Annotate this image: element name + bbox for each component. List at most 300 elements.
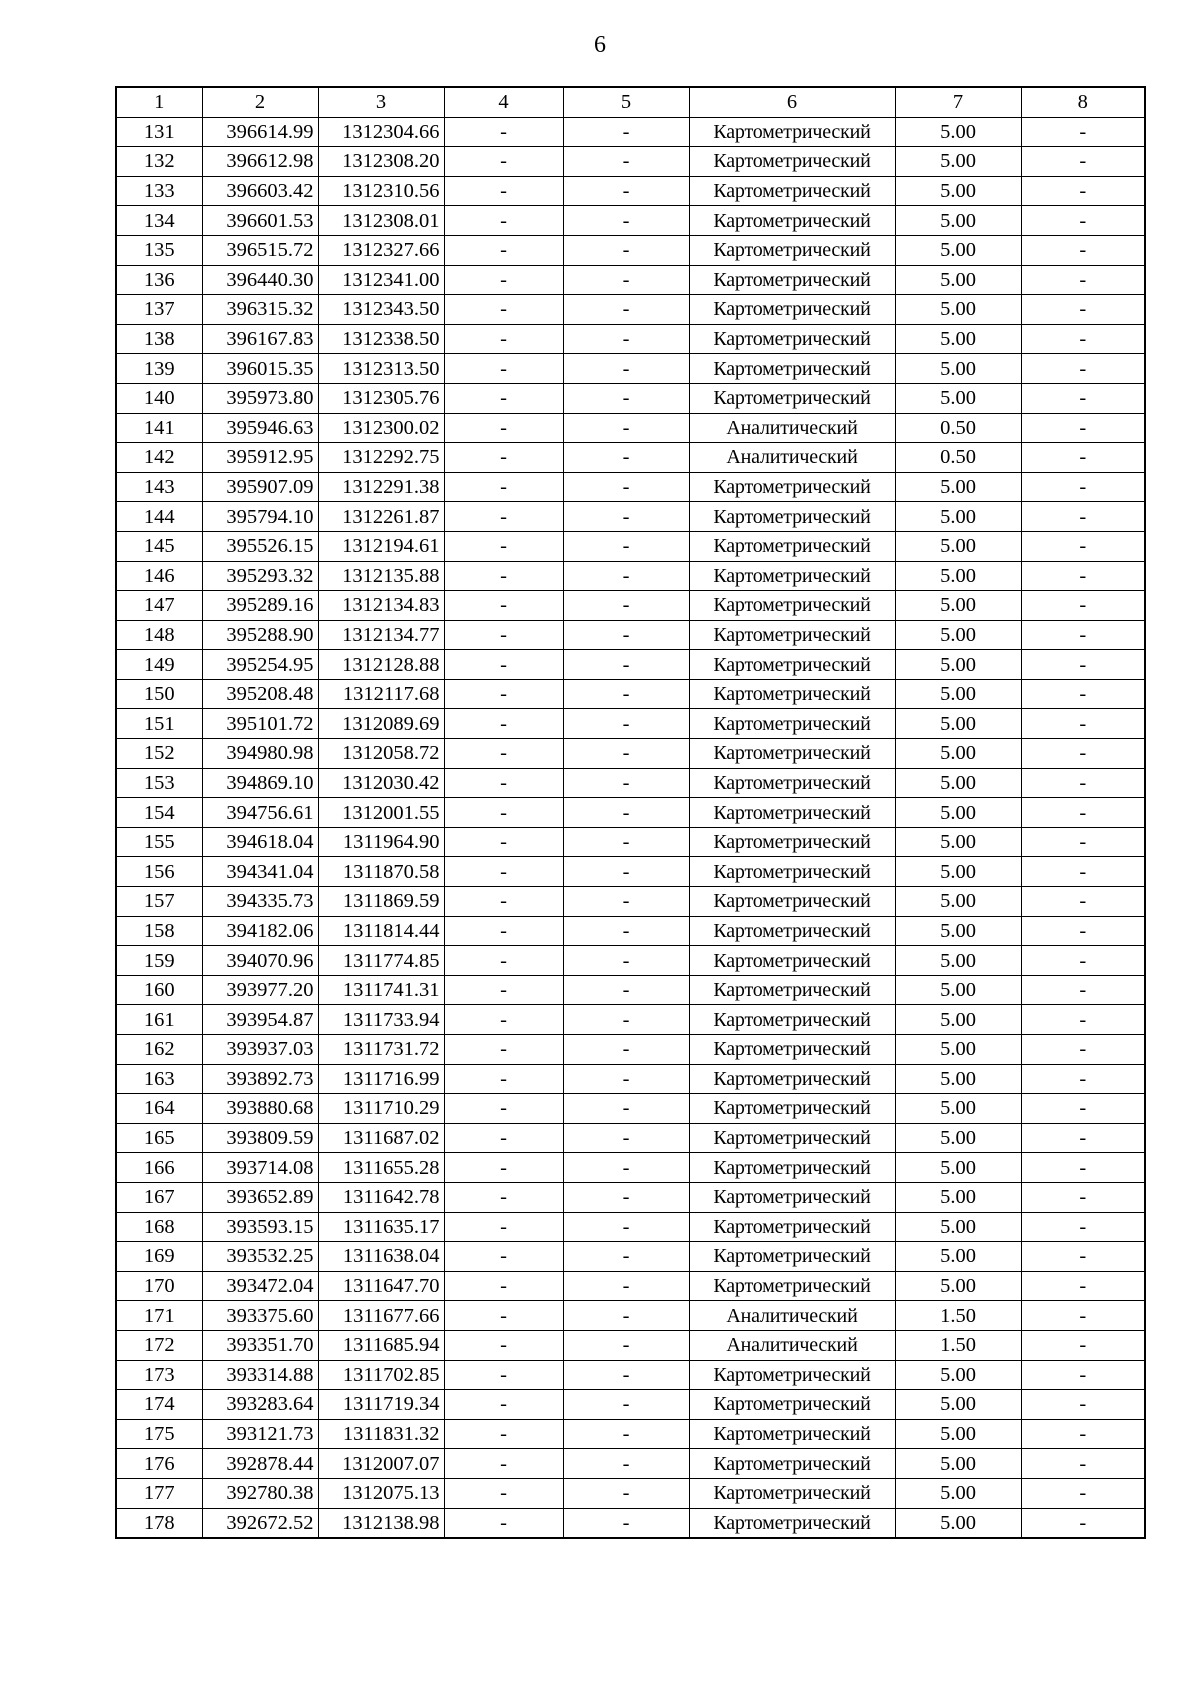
method-cell: Картометрический xyxy=(689,147,895,177)
accuracy-cell: 5.00 xyxy=(895,324,1021,354)
table-row xyxy=(116,324,1145,354)
accuracy-cell: 5.00 xyxy=(895,650,1021,680)
col-8-value-cell: - xyxy=(1021,1212,1145,1242)
col-5-value-cell: - xyxy=(563,1123,689,1153)
col-5-value-cell: - xyxy=(563,620,689,650)
col-5-value-cell: - xyxy=(563,1182,689,1212)
col-8-value-cell: - xyxy=(1021,1390,1145,1420)
accuracy-cell: 5.00 xyxy=(895,354,1021,384)
table-header-row xyxy=(116,87,1145,117)
coord-x-cell: 394070.96 xyxy=(202,946,318,976)
method-cell: Картометрический xyxy=(689,1508,895,1538)
col-8-value-cell: - xyxy=(1021,1064,1145,1094)
coord-y-cell: 1312304.66 xyxy=(318,117,444,147)
col-5-value-cell: - xyxy=(563,413,689,443)
coord-x-cell: 393892.73 xyxy=(202,1064,318,1094)
accuracy-cell: 5.00 xyxy=(895,1182,1021,1212)
col-4-value-cell: - xyxy=(444,531,563,561)
table-row xyxy=(116,1212,1145,1242)
coord-y-cell: 1311716.99 xyxy=(318,1064,444,1094)
method-cell: Картометрический xyxy=(689,354,895,384)
method-cell: Картометрический xyxy=(689,176,895,206)
point-number-cell: 173 xyxy=(116,1360,202,1390)
col-4-value-cell: - xyxy=(444,1390,563,1420)
col-8-value-cell: - xyxy=(1021,531,1145,561)
col-4-value-cell: - xyxy=(444,798,563,828)
coord-y-cell: 1311702.85 xyxy=(318,1360,444,1390)
point-number-cell: 156 xyxy=(116,857,202,887)
col-5-value-cell: - xyxy=(563,147,689,177)
col-8-value-cell: - xyxy=(1021,1271,1145,1301)
col-8-value-cell: - xyxy=(1021,1094,1145,1124)
coord-y-cell: 1311719.34 xyxy=(318,1390,444,1420)
coord-x-cell: 393314.88 xyxy=(202,1360,318,1390)
table-row xyxy=(116,1508,1145,1538)
method-cell: Картометрический xyxy=(689,1271,895,1301)
table-row xyxy=(116,354,1145,384)
coord-x-cell: 392878.44 xyxy=(202,1449,318,1479)
coord-x-cell: 396612.98 xyxy=(202,147,318,177)
accuracy-cell: 5.00 xyxy=(895,798,1021,828)
point-number-cell: 136 xyxy=(116,265,202,295)
method-cell: Картометрический xyxy=(689,650,895,680)
table-row xyxy=(116,620,1145,650)
method-cell: Картометрический xyxy=(689,1123,895,1153)
point-number-cell: 176 xyxy=(116,1449,202,1479)
coord-x-cell: 393593.15 xyxy=(202,1212,318,1242)
coord-y-cell: 1312343.50 xyxy=(318,295,444,325)
coord-x-cell: 395973.80 xyxy=(202,383,318,413)
col-4-value-cell: - xyxy=(444,502,563,532)
table-row xyxy=(116,975,1145,1005)
coord-x-cell: 393954.87 xyxy=(202,1005,318,1035)
point-number-cell: 175 xyxy=(116,1419,202,1449)
col-8-value-cell: - xyxy=(1021,620,1145,650)
point-number-cell: 149 xyxy=(116,650,202,680)
accuracy-cell: 5.00 xyxy=(895,857,1021,887)
col-5-value-cell: - xyxy=(563,1449,689,1479)
point-number-cell: 150 xyxy=(116,679,202,709)
col-4-value-cell: - xyxy=(444,117,563,147)
coord-x-cell: 393283.64 xyxy=(202,1390,318,1420)
table-row xyxy=(116,147,1145,177)
col-5-value-cell: - xyxy=(563,561,689,591)
col-5-value-cell: - xyxy=(563,591,689,621)
point-number-cell: 178 xyxy=(116,1508,202,1538)
table-row xyxy=(116,827,1145,857)
table-row xyxy=(116,1242,1145,1272)
point-number-cell: 163 xyxy=(116,1064,202,1094)
col-5-value-cell: - xyxy=(563,1064,689,1094)
coord-y-cell: 1311731.72 xyxy=(318,1035,444,1065)
col-4-value-cell: - xyxy=(444,1064,563,1094)
col-8-value-cell: - xyxy=(1021,472,1145,502)
accuracy-cell: 5.00 xyxy=(895,591,1021,621)
method-cell: Аналитический xyxy=(689,1330,895,1360)
point-number-cell: 174 xyxy=(116,1390,202,1420)
point-number-cell: 162 xyxy=(116,1035,202,1065)
coord-x-cell: 392780.38 xyxy=(202,1478,318,1508)
coord-x-cell: 396015.35 xyxy=(202,354,318,384)
coord-x-cell: 393652.89 xyxy=(202,1182,318,1212)
col-8-value-cell: - xyxy=(1021,1301,1145,1331)
coord-x-cell: 396515.72 xyxy=(202,235,318,265)
accuracy-cell: 5.00 xyxy=(895,1123,1021,1153)
method-cell: Картометрический xyxy=(689,916,895,946)
col-4-value-cell: - xyxy=(444,975,563,1005)
method-cell: Картометрический xyxy=(689,206,895,236)
col-8-value-cell: - xyxy=(1021,798,1145,828)
coord-y-cell: 1312338.50 xyxy=(318,324,444,354)
col-4-value-cell: - xyxy=(444,916,563,946)
method-cell: Картометрический xyxy=(689,1094,895,1124)
col-4-value-cell: - xyxy=(444,1212,563,1242)
coord-y-cell: 1312001.55 xyxy=(318,798,444,828)
point-number-cell: 158 xyxy=(116,916,202,946)
col-5-value-cell: - xyxy=(563,176,689,206)
coord-y-cell: 1312292.75 xyxy=(318,443,444,473)
point-number-cell: 140 xyxy=(116,383,202,413)
accuracy-cell: 5.00 xyxy=(895,1508,1021,1538)
method-cell: Картометрический xyxy=(689,679,895,709)
method-cell: Картометрический xyxy=(689,1478,895,1508)
coord-y-cell: 1312089.69 xyxy=(318,709,444,739)
coord-x-cell: 395254.95 xyxy=(202,650,318,680)
col-5-value-cell: - xyxy=(563,472,689,502)
col-8-value-cell: - xyxy=(1021,1153,1145,1183)
coord-y-cell: 1311710.29 xyxy=(318,1094,444,1124)
point-number-cell: 147 xyxy=(116,591,202,621)
column-header-5: 5 xyxy=(563,87,689,117)
col-4-value-cell: - xyxy=(444,1242,563,1272)
point-number-cell: 159 xyxy=(116,946,202,976)
col-5-value-cell: - xyxy=(563,798,689,828)
coord-y-cell: 1312308.20 xyxy=(318,147,444,177)
point-number-cell: 172 xyxy=(116,1330,202,1360)
col-5-value-cell: - xyxy=(563,1330,689,1360)
coord-x-cell: 396167.83 xyxy=(202,324,318,354)
col-4-value-cell: - xyxy=(444,650,563,680)
method-cell: Картометрический xyxy=(689,1449,895,1479)
method-cell: Аналитический xyxy=(689,413,895,443)
accuracy-cell: 5.00 xyxy=(895,739,1021,769)
accuracy-cell: 5.00 xyxy=(895,147,1021,177)
table-row xyxy=(116,531,1145,561)
table-row xyxy=(116,739,1145,769)
table-row xyxy=(116,1330,1145,1360)
coord-x-cell: 395288.90 xyxy=(202,620,318,650)
coord-x-cell: 395794.10 xyxy=(202,502,318,532)
column-header-3: 3 xyxy=(318,87,444,117)
point-number-cell: 132 xyxy=(116,147,202,177)
accuracy-cell: 1.50 xyxy=(895,1301,1021,1331)
coord-y-cell: 1312117.68 xyxy=(318,679,444,709)
point-number-cell: 152 xyxy=(116,739,202,769)
table-row xyxy=(116,916,1145,946)
column-header-8: 8 xyxy=(1021,87,1145,117)
method-cell: Картометрический xyxy=(689,472,895,502)
col-4-value-cell: - xyxy=(444,1301,563,1331)
coord-x-cell: 395289.16 xyxy=(202,591,318,621)
col-8-value-cell: - xyxy=(1021,679,1145,709)
point-number-cell: 154 xyxy=(116,798,202,828)
coord-x-cell: 396315.32 xyxy=(202,295,318,325)
method-cell: Картометрический xyxy=(689,117,895,147)
col-4-value-cell: - xyxy=(444,176,563,206)
coord-y-cell: 1311635.17 xyxy=(318,1212,444,1242)
col-8-value-cell: - xyxy=(1021,739,1145,769)
table-row xyxy=(116,946,1145,976)
col-8-value-cell: - xyxy=(1021,1508,1145,1538)
coord-y-cell: 1311831.32 xyxy=(318,1419,444,1449)
table-row xyxy=(116,472,1145,502)
accuracy-cell: 5.00 xyxy=(895,1064,1021,1094)
coord-x-cell: 394335.73 xyxy=(202,887,318,917)
table-row xyxy=(116,443,1145,473)
coord-y-cell: 1311964.90 xyxy=(318,827,444,857)
accuracy-cell: 5.00 xyxy=(895,1005,1021,1035)
table-row xyxy=(116,1153,1145,1183)
col-5-value-cell: - xyxy=(563,1360,689,1390)
col-8-value-cell: - xyxy=(1021,561,1145,591)
coord-y-cell: 1312308.01 xyxy=(318,206,444,236)
method-cell: Картометрический xyxy=(689,887,895,917)
accuracy-cell: 5.00 xyxy=(895,1094,1021,1124)
coord-x-cell: 393532.25 xyxy=(202,1242,318,1272)
method-cell: Картометрический xyxy=(689,768,895,798)
coord-y-cell: 1312075.13 xyxy=(318,1478,444,1508)
coord-y-cell: 1312030.42 xyxy=(318,768,444,798)
coord-x-cell: 393977.20 xyxy=(202,975,318,1005)
method-cell: Картометрический xyxy=(689,1064,895,1094)
col-8-value-cell: - xyxy=(1021,147,1145,177)
col-5-value-cell: - xyxy=(563,1153,689,1183)
coord-y-cell: 1312194.61 xyxy=(318,531,444,561)
coord-y-cell: 1312138.98 xyxy=(318,1508,444,1538)
col-5-value-cell: - xyxy=(563,443,689,473)
point-number-cell: 171 xyxy=(116,1301,202,1331)
table-row xyxy=(116,1301,1145,1331)
coord-y-cell: 1311685.94 xyxy=(318,1330,444,1360)
col-5-value-cell: - xyxy=(563,975,689,1005)
point-number-cell: 139 xyxy=(116,354,202,384)
table-row xyxy=(116,798,1145,828)
point-number-cell: 151 xyxy=(116,709,202,739)
col-8-value-cell: - xyxy=(1021,1005,1145,1035)
col-8-value-cell: - xyxy=(1021,117,1145,147)
point-number-cell: 160 xyxy=(116,975,202,1005)
col-8-value-cell: - xyxy=(1021,827,1145,857)
col-8-value-cell: - xyxy=(1021,1419,1145,1449)
accuracy-cell: 5.00 xyxy=(895,887,1021,917)
method-cell: Картометрический xyxy=(689,798,895,828)
coordinates-table xyxy=(115,86,1146,1539)
col-5-value-cell: - xyxy=(563,502,689,532)
col-4-value-cell: - xyxy=(444,1123,563,1153)
col-8-value-cell: - xyxy=(1021,413,1145,443)
coord-x-cell: 392672.52 xyxy=(202,1508,318,1538)
col-8-value-cell: - xyxy=(1021,295,1145,325)
method-cell: Картометрический xyxy=(689,1182,895,1212)
coord-y-cell: 1312135.88 xyxy=(318,561,444,591)
method-cell: Картометрический xyxy=(689,1419,895,1449)
point-number-cell: 145 xyxy=(116,531,202,561)
accuracy-cell: 5.00 xyxy=(895,235,1021,265)
col-5-value-cell: - xyxy=(563,946,689,976)
method-cell: Картометрический xyxy=(689,946,895,976)
coord-x-cell: 396601.53 xyxy=(202,206,318,236)
col-8-value-cell: - xyxy=(1021,1478,1145,1508)
col-8-value-cell: - xyxy=(1021,887,1145,917)
col-4-value-cell: - xyxy=(444,946,563,976)
method-cell: Аналитический xyxy=(689,443,895,473)
table-row xyxy=(116,679,1145,709)
accuracy-cell: 5.00 xyxy=(895,768,1021,798)
coord-x-cell: 393375.60 xyxy=(202,1301,318,1331)
table-row xyxy=(116,1182,1145,1212)
col-8-value-cell: - xyxy=(1021,1449,1145,1479)
coord-y-cell: 1312310.56 xyxy=(318,176,444,206)
col-4-value-cell: - xyxy=(444,295,563,325)
method-cell: Картометрический xyxy=(689,620,895,650)
point-number-cell: 170 xyxy=(116,1271,202,1301)
coord-x-cell: 394341.04 xyxy=(202,857,318,887)
col-4-value-cell: - xyxy=(444,827,563,857)
accuracy-cell: 5.00 xyxy=(895,1035,1021,1065)
coord-x-cell: 393937.03 xyxy=(202,1035,318,1065)
method-cell: Аналитический xyxy=(689,1301,895,1331)
accuracy-cell: 5.00 xyxy=(895,620,1021,650)
col-4-value-cell: - xyxy=(444,1330,563,1360)
point-number-cell: 131 xyxy=(116,117,202,147)
point-number-cell: 137 xyxy=(116,295,202,325)
table-row xyxy=(116,295,1145,325)
col-8-value-cell: - xyxy=(1021,265,1145,295)
accuracy-cell: 5.00 xyxy=(895,1478,1021,1508)
point-number-cell: 155 xyxy=(116,827,202,857)
table-row xyxy=(116,1478,1145,1508)
coord-x-cell: 395907.09 xyxy=(202,472,318,502)
method-cell: Картометрический xyxy=(689,1360,895,1390)
method-cell: Картометрический xyxy=(689,739,895,769)
method-cell: Картометрический xyxy=(689,591,895,621)
col-5-value-cell: - xyxy=(563,857,689,887)
coord-y-cell: 1311638.04 xyxy=(318,1242,444,1272)
accuracy-cell: 5.00 xyxy=(895,1360,1021,1390)
col-4-value-cell: - xyxy=(444,1419,563,1449)
accuracy-cell: 5.00 xyxy=(895,383,1021,413)
coord-y-cell: 1312327.66 xyxy=(318,235,444,265)
coord-y-cell: 1312313.50 xyxy=(318,354,444,384)
method-cell: Картометрический xyxy=(689,975,895,1005)
col-8-value-cell: - xyxy=(1021,1123,1145,1153)
point-number-cell: 165 xyxy=(116,1123,202,1153)
column-header-2: 2 xyxy=(202,87,318,117)
column-header-6: 6 xyxy=(689,87,895,117)
col-8-value-cell: - xyxy=(1021,354,1145,384)
method-cell: Картометрический xyxy=(689,1242,895,1272)
accuracy-cell: 5.00 xyxy=(895,1242,1021,1272)
method-cell: Картометрический xyxy=(689,827,895,857)
table-row xyxy=(116,1005,1145,1035)
coord-y-cell: 1312134.77 xyxy=(318,620,444,650)
col-5-value-cell: - xyxy=(563,265,689,295)
accuracy-cell: 5.00 xyxy=(895,1271,1021,1301)
col-8-value-cell: - xyxy=(1021,946,1145,976)
coord-x-cell: 394756.61 xyxy=(202,798,318,828)
col-4-value-cell: - xyxy=(444,768,563,798)
accuracy-cell: 5.00 xyxy=(895,975,1021,1005)
coord-x-cell: 393351.70 xyxy=(202,1330,318,1360)
accuracy-cell: 0.50 xyxy=(895,413,1021,443)
point-number-cell: 166 xyxy=(116,1153,202,1183)
col-8-value-cell: - xyxy=(1021,235,1145,265)
table-row xyxy=(116,235,1145,265)
point-number-cell: 153 xyxy=(116,768,202,798)
table-row xyxy=(116,1360,1145,1390)
col-4-value-cell: - xyxy=(444,1182,563,1212)
accuracy-cell: 5.00 xyxy=(895,1419,1021,1449)
coord-y-cell: 1312305.76 xyxy=(318,383,444,413)
point-number-cell: 157 xyxy=(116,887,202,917)
point-number-cell: 167 xyxy=(116,1182,202,1212)
coord-x-cell: 393714.08 xyxy=(202,1153,318,1183)
table-row xyxy=(116,413,1145,443)
col-5-value-cell: - xyxy=(563,916,689,946)
accuracy-cell: 5.00 xyxy=(895,1212,1021,1242)
method-cell: Картометрический xyxy=(689,235,895,265)
coord-x-cell: 394869.10 xyxy=(202,768,318,798)
table-row xyxy=(116,1094,1145,1124)
col-8-value-cell: - xyxy=(1021,916,1145,946)
table-row xyxy=(116,1419,1145,1449)
col-4-value-cell: - xyxy=(444,591,563,621)
page-number: 6 xyxy=(594,32,606,58)
coord-x-cell: 395293.32 xyxy=(202,561,318,591)
coord-x-cell: 393472.04 xyxy=(202,1271,318,1301)
coord-x-cell: 394980.98 xyxy=(202,739,318,769)
coord-x-cell: 395526.15 xyxy=(202,531,318,561)
point-number-cell: 138 xyxy=(116,324,202,354)
coord-y-cell: 1312300.02 xyxy=(318,413,444,443)
coord-x-cell: 393880.68 xyxy=(202,1094,318,1124)
method-cell: Картометрический xyxy=(689,383,895,413)
table-row xyxy=(116,1035,1145,1065)
col-8-value-cell: - xyxy=(1021,650,1145,680)
coord-y-cell: 1312058.72 xyxy=(318,739,444,769)
col-4-value-cell: - xyxy=(444,739,563,769)
method-cell: Картометрический xyxy=(689,1153,895,1183)
point-number-cell: 133 xyxy=(116,176,202,206)
coord-x-cell: 395946.63 xyxy=(202,413,318,443)
coord-x-cell: 393809.59 xyxy=(202,1123,318,1153)
table-row xyxy=(116,502,1145,532)
coord-y-cell: 1311774.85 xyxy=(318,946,444,976)
col-5-value-cell: - xyxy=(563,383,689,413)
coord-y-cell: 1312261.87 xyxy=(318,502,444,532)
point-number-cell: 146 xyxy=(116,561,202,591)
col-4-value-cell: - xyxy=(444,413,563,443)
coord-y-cell: 1311870.58 xyxy=(318,857,444,887)
col-4-value-cell: - xyxy=(444,857,563,887)
coord-x-cell: 395208.48 xyxy=(202,679,318,709)
col-5-value-cell: - xyxy=(563,739,689,769)
method-cell: Картометрический xyxy=(689,265,895,295)
col-4-value-cell: - xyxy=(444,1094,563,1124)
coord-y-cell: 1311733.94 xyxy=(318,1005,444,1035)
col-8-value-cell: - xyxy=(1021,1035,1145,1065)
coord-x-cell: 394618.04 xyxy=(202,827,318,857)
